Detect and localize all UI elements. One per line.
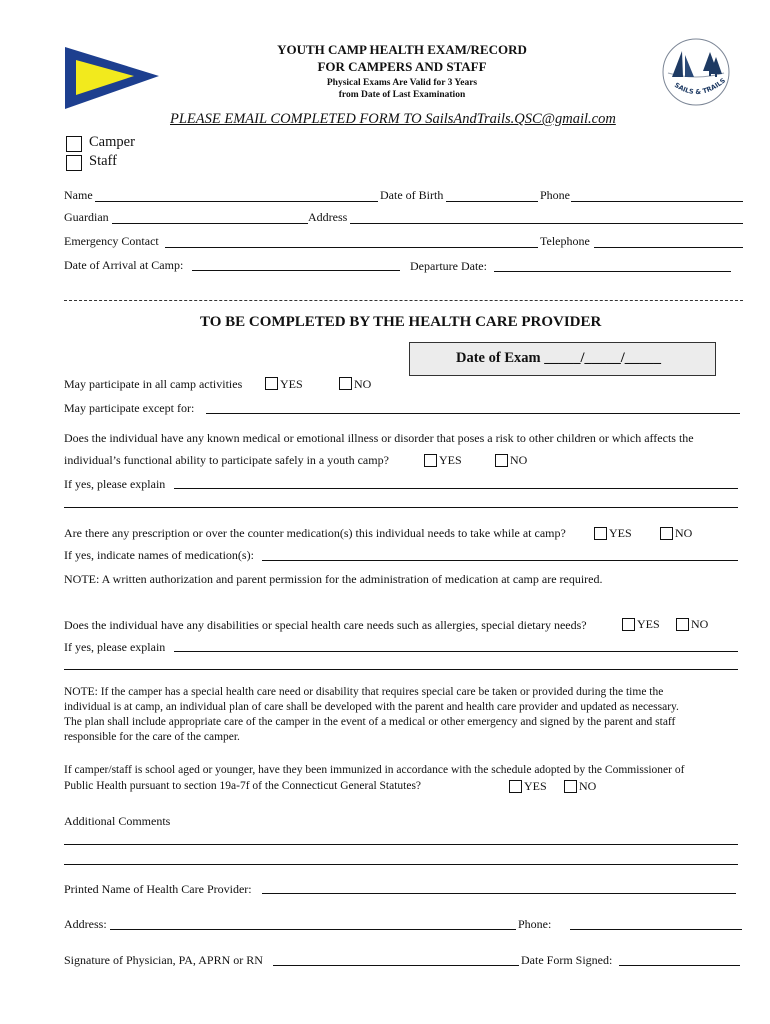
name-label: Name: [64, 188, 93, 202]
dob-field[interactable]: [446, 201, 538, 202]
staff-checkbox[interactable]: [66, 155, 82, 171]
address-field[interactable]: [350, 223, 743, 224]
phone-field[interactable]: [571, 201, 743, 202]
illness-explain-label: If yes, please explain: [64, 477, 166, 491]
dob-label: Date of Birth: [380, 188, 444, 202]
disabilities-yes-checkbox[interactable]: [622, 618, 635, 631]
printed-name-label: Printed Name of Health Care Provider:: [64, 882, 252, 896]
sails-and-trails-logo: [656, 37, 736, 109]
participate-except-label: May participate except for:: [64, 401, 195, 415]
departure-field[interactable]: [494, 271, 731, 272]
guardian-label: Guardian: [64, 210, 109, 224]
emergency-contact-field[interactable]: [165, 247, 538, 248]
telephone-label: Telephone: [540, 234, 590, 248]
disabilities-no-checkbox[interactable]: [676, 618, 689, 631]
illness-no-checkbox[interactable]: [495, 454, 508, 467]
flag-logo: [64, 46, 160, 110]
provider-heading: TO BE COMPLETED BY THE HEALTH CARE PROVIDER: [200, 314, 602, 330]
logo-wordmark: SAILS & TRAILS: [672, 76, 728, 97]
camper-checkbox[interactable]: [66, 136, 82, 152]
special-care-note-line2: individual is at camp, an individual plan of care shall be developed with the parent and health care provider and updated as necessary.: [64, 701, 679, 713]
exam-date-label: Date of Exam: [456, 350, 541, 366]
illness-question-line2: individual’s functional ability to participate safely in a youth camp?: [64, 453, 389, 467]
provider-address-label: Address:: [64, 917, 107, 931]
exam-date-blank: _____/_____/_____: [544, 350, 662, 366]
arrival-label: Date of Arrival at Camp:: [64, 258, 184, 272]
camper-label: Camper: [89, 134, 135, 150]
disabilities-explain-field[interactable]: [174, 651, 738, 652]
date-signed-label: Date Form Signed:: [521, 953, 613, 967]
exam-date-box[interactable]: [409, 342, 716, 376]
valid-notice-line1: Physical Exams Are Valid for 3 Years: [326, 78, 478, 88]
disabilities-no-label: NO: [691, 617, 709, 631]
immunized-question-line2: Public Health pursuant to section 19a-7f of the Connecticut General Statutes?: [64, 780, 422, 792]
signature-label: Signature of Physician, PA, APRN or RN: [64, 953, 263, 967]
signature-field[interactable]: [273, 965, 519, 966]
comments-line-1[interactable]: [64, 844, 738, 845]
special-care-note-line4: responsible for the care of the camper.: [64, 731, 240, 743]
immunized-question-line1: If camper/staff is school aged or younger, have they been immunized in accordance with the schedule adopted by the Commissioner of: [64, 764, 685, 776]
provider-address-field[interactable]: [110, 929, 516, 930]
participate-yes-label: YES: [280, 377, 303, 391]
disabilities-yes-label: YES: [637, 617, 660, 631]
valid-notice-line2: from Date of Last Examination: [338, 90, 466, 100]
medication-yes-checkbox[interactable]: [594, 527, 607, 540]
illness-question-line1: Does the individual have any known medical or emotional illness or disorder that poses a risk to other children or which affects the: [64, 431, 694, 445]
emergency-contact-label: Emergency Contact: [64, 234, 159, 248]
special-care-note-line3: The plan shall include appropriate care of the camper in the event of a medical or other emergency and signed by the parent and staff: [64, 716, 676, 728]
provider-phone-label: Phone:: [518, 917, 552, 931]
printed-name-field[interactable]: [262, 893, 736, 894]
immunized-no-checkbox[interactable]: [564, 780, 577, 793]
illness-no-label: NO: [510, 453, 528, 467]
participate-no-checkbox[interactable]: [339, 377, 352, 390]
comments-line-2[interactable]: [64, 864, 738, 865]
participate-except-field[interactable]: [206, 413, 740, 414]
illness-yes-checkbox[interactable]: [424, 454, 437, 467]
form-title-line1: YOUTH CAMP HEALTH EXAM/RECORD: [277, 42, 527, 57]
immunized-yes-checkbox[interactable]: [509, 780, 522, 793]
email-notice: PLEASE EMAIL COMPLETED FORM TO SailsAndTrails.QSC@gmail.com: [170, 111, 616, 127]
medication-note: NOTE: A written authorization and parent permission for the administration of medication at camp are required.: [64, 572, 603, 586]
immunized-no-label: NO: [579, 779, 597, 793]
immunized-yes-label: YES: [524, 779, 547, 793]
medication-no-label: NO: [675, 526, 693, 540]
date-signed-field[interactable]: [619, 965, 740, 966]
guardian-field[interactable]: [112, 223, 308, 224]
additional-comments-label: Additional Comments: [64, 814, 171, 828]
participate-yes-checkbox[interactable]: [265, 377, 278, 390]
medication-names-label: If yes, indicate names of medication(s):: [64, 548, 254, 562]
name-field[interactable]: [95, 201, 378, 202]
provider-phone-field[interactable]: [570, 929, 742, 930]
staff-label: Staff: [89, 153, 117, 169]
telephone-field[interactable]: [594, 247, 743, 248]
medication-question: Are there any prescription or over the counter medication(s) this individual needs to take while at camp?: [64, 526, 566, 540]
form-title-line2: FOR CAMPERS AND STAFF: [317, 59, 487, 74]
phone-label: Phone: [540, 188, 570, 202]
illness-explain-field-2[interactable]: [64, 507, 738, 508]
participate-all-label: May participate in all camp activities: [64, 377, 243, 391]
medication-no-checkbox[interactable]: [660, 527, 673, 540]
disabilities-question: Does the individual have any disabilities or special health care needs such as allergies, special dietary needs?: [64, 618, 587, 632]
section-divider: [64, 300, 743, 301]
illness-explain-field[interactable]: [174, 488, 738, 489]
medication-names-field[interactable]: [262, 560, 738, 561]
special-care-note-line1: NOTE: If the camper has a special health care need or disability that requires special care be taken or provided during the time the: [64, 686, 664, 698]
disabilities-explain-field-2[interactable]: [64, 669, 738, 670]
medication-yes-label: YES: [609, 526, 632, 540]
participate-no-label: NO: [354, 377, 372, 391]
departure-label: Departure Date:: [410, 259, 487, 273]
illness-yes-label: YES: [439, 453, 462, 467]
arrival-field[interactable]: [192, 270, 400, 271]
disabilities-explain-label: If yes, please explain: [64, 640, 166, 654]
address-label: Address: [308, 210, 348, 224]
